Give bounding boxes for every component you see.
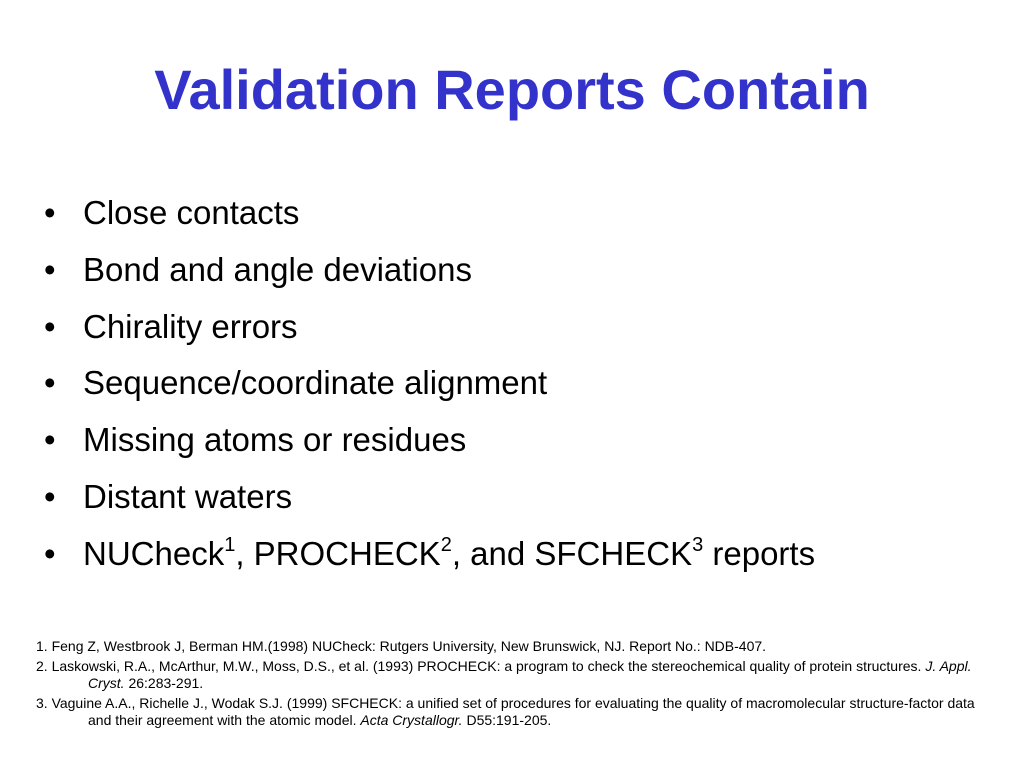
reference-citation: 26:283-291. <box>124 675 204 691</box>
bullet-dot-icon: • <box>44 477 56 515</box>
bullet-text: Missing atoms or residues <box>83 421 467 459</box>
footnote-ref-3: 3 <box>692 533 704 556</box>
reference-2 <box>36 658 996 693</box>
reference-1 <box>36 638 996 656</box>
slide-title: Validation Reports Contain <box>154 58 870 121</box>
footnote-ref-1: 1 <box>224 533 236 556</box>
sfcheck-label: , and SFCHECK <box>451 534 693 572</box>
bullet-item <box>44 185 815 242</box>
bullet-dot-icon: • <box>44 421 56 459</box>
bullet-dot-icon: • <box>44 534 56 572</box>
reference-citation: D55:191-205. <box>462 712 552 728</box>
reference-3 <box>36 695 996 730</box>
reports-label: reports <box>703 534 816 572</box>
bullet-text: Chirality errors <box>83 307 298 345</box>
bullet-text-reports <box>83 535 815 572</box>
bullet-text: Sequence/coordinate alignment <box>83 364 548 402</box>
reference-journal: Acta Crystallogr. <box>360 712 463 728</box>
bullet-item-reports <box>44 526 815 583</box>
bullet-dot-icon: • <box>44 364 56 402</box>
bullet-item <box>44 355 815 412</box>
bullet-text: Distant waters <box>83 477 293 515</box>
footnote-ref-2: 2 <box>440 533 452 556</box>
bullet-dot-icon: • <box>44 194 56 231</box>
bullet-text: Bond and angle deviations <box>83 250 472 288</box>
procheck-label: , PROCHECK <box>235 534 441 572</box>
bullet-dot-icon: • <box>44 250 56 288</box>
bullet-text: Close contacts <box>83 194 300 231</box>
bullet-item <box>44 469 815 526</box>
bullet-dot-icon: • <box>44 307 56 345</box>
reference-journal: J. Appl. Cryst. <box>88 657 972 691</box>
reference-text: 3. Vaguine A.A., Richelle J., Wodak S.J. (1999) SFCHECK: a unified set of procedures for evaluating the quality of macromolecular structure-factor data and their agreement with the atomic model. <box>36 694 975 728</box>
reference-text: 1. Feng Z, Westbrook J, Berman HM.(1998) NUCheck: Rutgers University, New Brunswick, NJ. Report No.: NDB-407. <box>36 638 767 654</box>
nucheck-label: NUCheck <box>83 534 225 572</box>
bullet-list <box>44 185 815 583</box>
references <box>36 638 996 730</box>
bullet-item <box>44 299 815 356</box>
bullet-item <box>44 242 815 299</box>
reference-text: 2. Laskowski, R.A., McArthur, M.W., Moss, D.S., et al. (1993) PROCHECK: a program to check the stereochemical quality of protein structures. <box>36 657 926 674</box>
bullet-item <box>44 412 815 469</box>
